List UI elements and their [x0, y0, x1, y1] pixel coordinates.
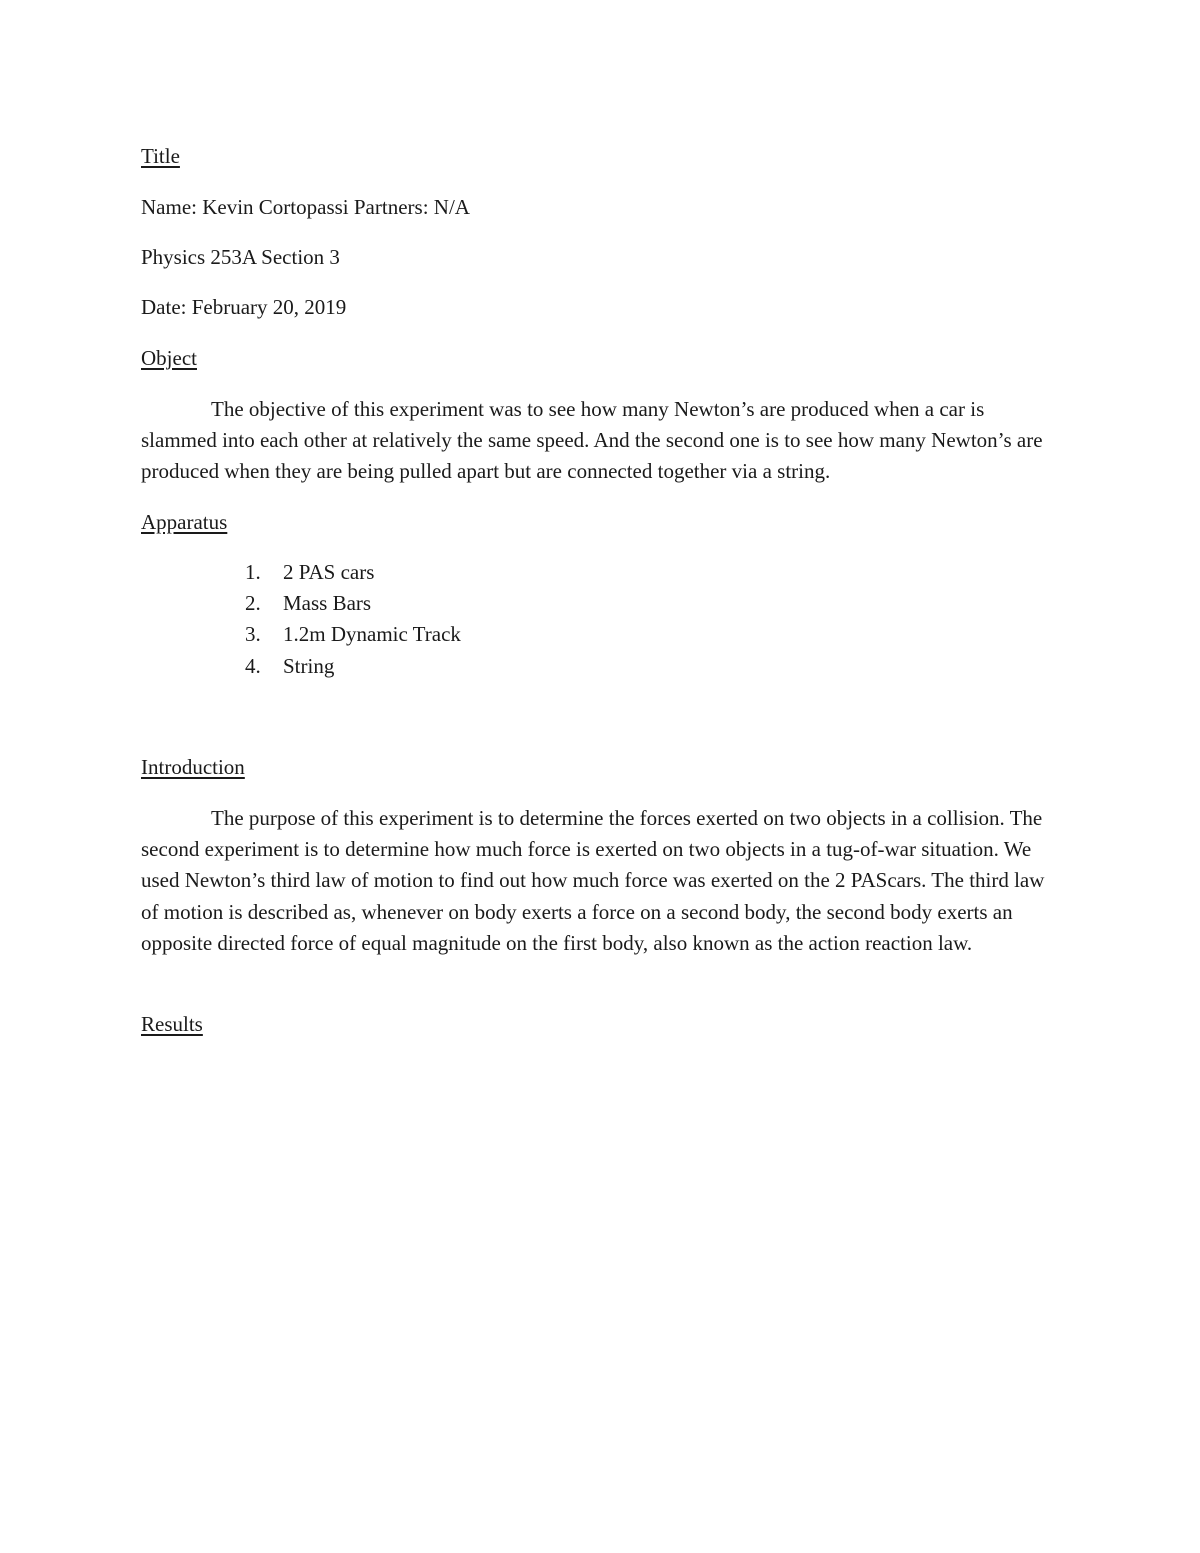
date-line: Date: February 20, 2019 — [141, 295, 347, 319]
title-heading: Title — [141, 144, 180, 168]
list-item-text: String — [283, 653, 335, 678]
course-line: Physics 253A Section 3 — [141, 245, 340, 269]
apparatus-list — [0, 557, 1200, 682]
introduction-paragraph: The purpose of this experiment is to determine the forces exerted on two objects in a collision. The second experiment is to determine how much force is exerted on two objects in a tug-of-war situation. We used Newton’s third law of motion to find out how much force was exerted on the 2 PAScars. The third law of motion is described as, whenever on body exerts a force on a second body, the second body exerts an opposite directed force of equal magnitude on the first body, also known as the action reaction law. — [141, 806, 1045, 955]
list-item-text: 2 PAS cars — [283, 560, 375, 584]
list-item — [0, 557, 1200, 588]
list-item-number: 2. — [245, 591, 261, 616]
name-line: Name: Kevin Cortopassi Partners: N/A — [141, 195, 470, 219]
list-item-number: 4. — [245, 653, 261, 678]
list-item-number: 3. — [245, 622, 261, 647]
object-paragraph: The objective of this experiment was to see how many Newton’s are produced when a car is slammed into each other at relatively the same speed. And the second one is to see how many Newton’s are produced when they are being pulled apart but are connected together via a string. — [141, 397, 1043, 484]
object-heading: Object — [141, 346, 197, 370]
list-item — [0, 619, 1200, 650]
introduction-heading: Introduction — [141, 755, 245, 779]
list-item — [0, 651, 1200, 682]
list-item-text: Mass Bars — [283, 591, 372, 616]
list-item-text: 1.2m Dynamic Track — [283, 622, 461, 647]
list-item — [0, 588, 1200, 619]
results-heading: Results — [141, 1012, 203, 1036]
apparatus-heading: Apparatus — [141, 510, 228, 534]
list-item-number: 1. — [245, 560, 261, 584]
